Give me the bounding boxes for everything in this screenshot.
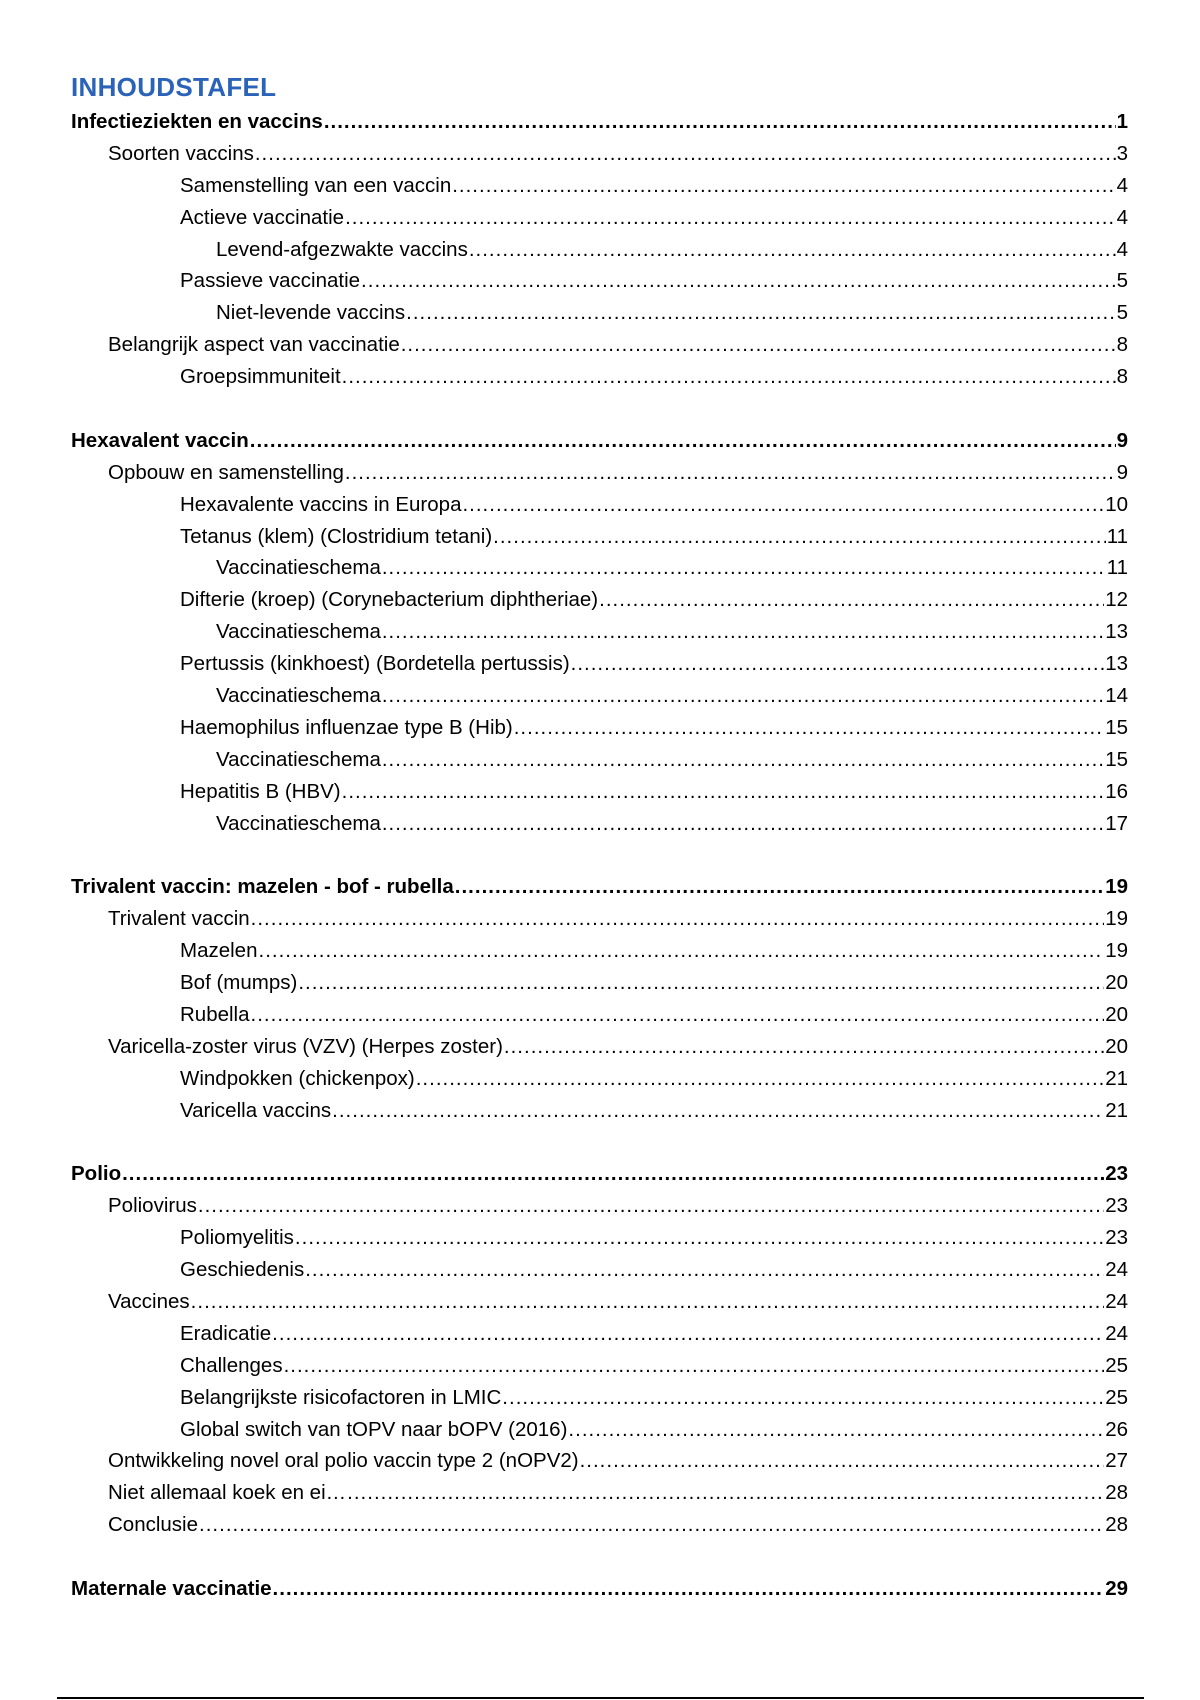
toc-entry-title: Maternale vaccinatie — [71, 1576, 272, 1600]
toc-chapter-entry[interactable] — [71, 425, 1128, 457]
toc-page-number: 24 — [1105, 1289, 1128, 1313]
dot-leader — [514, 712, 1104, 744]
dot-leader — [571, 648, 1105, 680]
dot-leader — [295, 1222, 1104, 1254]
toc-entry-title: Polio — [71, 1162, 122, 1186]
toc-entry-title: Hexavalente vaccins in Europa — [180, 492, 462, 516]
toc-entry-title: Levend-afgezwakte vaccins — [216, 237, 468, 261]
dot-leader — [324, 106, 1116, 138]
toc-chapter-entry[interactable] — [71, 106, 1128, 138]
toc-page-number: 11 — [1106, 524, 1128, 548]
dot-leader — [250, 425, 1116, 457]
toc-page-number: 26 — [1105, 1417, 1128, 1441]
toc-entry[interactable] — [71, 903, 1128, 935]
toc-entry-title: Eradicatie — [180, 1321, 272, 1345]
toc-entry-title: Varicella vaccins — [180, 1098, 332, 1122]
toc-page-number: 16 — [1105, 779, 1128, 803]
table-of-contents — [71, 106, 1128, 1605]
toc-entry-title: Mazelen — [180, 939, 258, 963]
toc-page-number: 13 — [1105, 620, 1128, 644]
toc-entry[interactable] — [71, 1031, 1128, 1063]
toc-entry[interactable] — [71, 1318, 1128, 1350]
toc-entry-title: Trivalent vaccin: mazelen - bof - rubella — [71, 875, 454, 899]
toc-page-number: 23 — [1105, 1194, 1128, 1218]
toc-entry[interactable] — [71, 712, 1128, 744]
toc-page-number: 8 — [1116, 333, 1128, 357]
toc-entry-title: Infectieziekten en vaccins — [71, 110, 323, 133]
toc-entry-title: Ontwikkeling novel oral polio vaccin type 2 (nOPV2) — [108, 1449, 579, 1473]
toc-entry-title: Conclusie — [108, 1513, 199, 1537]
dot-leader — [347, 1477, 1104, 1509]
dot-leader — [580, 1445, 1105, 1477]
toc-page-number: 4 — [1116, 205, 1128, 229]
toc-entry-title: Hexavalent vaccin — [71, 428, 249, 452]
toc-page-number: 13 — [1105, 652, 1128, 676]
toc-entry[interactable] — [71, 521, 1128, 553]
dot-leader — [502, 1382, 1104, 1414]
dot-leader — [401, 329, 1116, 361]
toc-page-number: 19 — [1105, 939, 1128, 963]
toc-entry[interactable] — [71, 1350, 1128, 1382]
toc-page-number: 28 — [1105, 1513, 1128, 1537]
toc-section-gap — [71, 1541, 1128, 1573]
toc-entry-title: Vaccinatieschema — [216, 620, 381, 644]
dot-leader — [382, 744, 1104, 776]
toc-entry[interactable] — [71, 1382, 1128, 1414]
toc-page-number: 25 — [1105, 1353, 1128, 1377]
toc-page-number: 19 — [1105, 875, 1128, 899]
dot-leader — [452, 170, 1115, 202]
dot-leader — [382, 616, 1104, 648]
dot-leader — [504, 1031, 1104, 1063]
toc-entry-title: Geschiedenis — [180, 1258, 305, 1282]
dot-leader — [198, 1190, 1104, 1222]
toc-entry[interactable] — [71, 1063, 1128, 1095]
toc-page-number: 9 — [1116, 428, 1128, 452]
toc-entry-title: Opbouw en samenstelling — [108, 460, 344, 484]
dot-leader — [191, 1286, 1105, 1318]
toc-page-number: 4 — [1116, 237, 1128, 261]
toc-entry-title: Pertussis (kinkhoest) (Bordetella pertussis) — [180, 652, 570, 676]
dot-leader — [382, 552, 1106, 584]
toc-entry-title: Rubella — [180, 1002, 250, 1026]
toc-page-number: 9 — [1116, 460, 1128, 484]
toc-page-number: 24 — [1105, 1258, 1128, 1282]
toc-entry[interactable] — [71, 457, 1128, 489]
toc-entry[interactable] — [71, 1095, 1128, 1127]
dot-leader — [342, 776, 1105, 808]
toc-page-number: 28 — [1105, 1481, 1128, 1505]
dot-leader — [251, 903, 1105, 935]
toc-page-number: 10 — [1105, 492, 1128, 516]
toc-entry-title: Passieve vaccinatie — [180, 269, 361, 293]
toc-entry[interactable] — [71, 1445, 1128, 1477]
toc-entry-title: Vaccinatieschema — [216, 684, 381, 708]
toc-page-number: 27 — [1105, 1449, 1128, 1473]
dot-leader — [599, 584, 1104, 616]
dot-leader — [332, 1095, 1104, 1127]
toc-page-number: 19 — [1105, 907, 1128, 931]
toc-page-number: 20 — [1105, 1002, 1128, 1026]
toc-entry[interactable] — [71, 361, 1128, 393]
toc-entry-title: Niet allemaal koek en ei… — [108, 1481, 347, 1505]
toc-entry[interactable] — [71, 265, 1128, 297]
dot-leader — [305, 1254, 1104, 1286]
toc-entry-title: Vaccinatieschema — [216, 556, 381, 580]
toc-page-number: 4 — [1116, 173, 1128, 197]
toc-entry[interactable] — [71, 999, 1128, 1031]
dot-leader — [259, 935, 1105, 967]
toc-entry-title: Vaccines — [108, 1289, 190, 1313]
dot-leader — [493, 521, 1106, 553]
dot-leader — [272, 1318, 1104, 1350]
dot-leader — [199, 1509, 1104, 1541]
dot-leader — [416, 1063, 1104, 1095]
toc-chapter-entry[interactable] — [71, 1573, 1128, 1605]
toc-page-number: 23 — [1105, 1162, 1128, 1186]
toc-entry-title: Trivalent vaccin — [108, 907, 250, 931]
toc-page-number: 20 — [1105, 971, 1128, 995]
toc-section-gap — [71, 839, 1128, 871]
toc-entry-title: Vaccinatieschema — [216, 811, 381, 835]
toc-page-number: 23 — [1105, 1226, 1128, 1250]
toc-entry-title: Challenges — [180, 1353, 283, 1377]
dot-leader — [122, 1158, 1104, 1190]
toc-entry-title: Global switch van tOPV naar bOPV (2016) — [180, 1417, 568, 1441]
toc-entry-title: Belangrijkste risicofactoren in LMIC — [180, 1385, 502, 1409]
toc-entry-title: Varicella-zoster virus (VZV) (Herpes zoster) — [108, 1034, 503, 1058]
toc-heading: INHOUDSTAFEL — [71, 72, 277, 102]
toc-entry[interactable] — [71, 297, 1128, 329]
toc-entry-title: Windpokken (chickenpox) — [180, 1066, 415, 1090]
toc-entry[interactable] — [71, 744, 1128, 776]
toc-entry-title: Belangrijk aspect van vaccinatie — [108, 333, 400, 357]
toc-entry[interactable] — [71, 170, 1128, 202]
toc-page-number: 24 — [1105, 1321, 1128, 1345]
toc-section-gap — [71, 1127, 1128, 1159]
toc-entry[interactable] — [71, 1254, 1128, 1286]
dot-leader — [273, 1573, 1105, 1605]
toc-page-number: 25 — [1105, 1385, 1128, 1409]
toc-page-number: 15 — [1105, 715, 1128, 739]
dot-leader — [462, 489, 1104, 521]
toc-entry[interactable] — [71, 202, 1128, 234]
toc-page-number: 21 — [1105, 1066, 1128, 1090]
dot-leader — [382, 808, 1104, 840]
toc-entry-title: Hepatitis B (HBV) — [180, 779, 341, 803]
toc-entry-title: Haemophilus influenzae type B (Hib) — [180, 715, 513, 739]
toc-entry[interactable] — [71, 1222, 1128, 1254]
toc-entry[interactable] — [71, 616, 1128, 648]
toc-entry[interactable] — [71, 808, 1128, 840]
toc-entry-title: Groepsimmuniteit — [180, 365, 341, 389]
toc-entry[interactable] — [71, 234, 1128, 266]
toc-entry-title: Niet-levende vaccins — [216, 301, 406, 325]
dot-leader — [345, 457, 1116, 489]
toc-entry[interactable] — [71, 329, 1128, 361]
toc-entry-title: Vaccinatieschema — [216, 747, 381, 771]
toc-entry-title: Poliovirus — [108, 1194, 197, 1218]
dot-leader — [406, 297, 1115, 329]
toc-entry[interactable] — [71, 138, 1128, 170]
toc-entry[interactable] — [71, 1286, 1128, 1318]
toc-entry[interactable] — [71, 935, 1128, 967]
dot-leader — [382, 680, 1104, 712]
dot-leader — [251, 999, 1105, 1031]
toc-page-number: 20 — [1105, 1034, 1128, 1058]
toc-entry[interactable] — [71, 967, 1128, 999]
dot-leader — [298, 967, 1104, 999]
footer-divider — [57, 1697, 1144, 1699]
toc-page-number: 15 — [1105, 747, 1128, 771]
toc-page-number: 5 — [1116, 301, 1128, 325]
dot-leader — [284, 1350, 1105, 1382]
toc-entry-title: Actieve vaccinatie — [180, 205, 345, 229]
toc-page-number: 11 — [1106, 556, 1128, 580]
toc-entry-title: Soorten vaccins — [108, 141, 254, 165]
toc-page-number: 29 — [1105, 1576, 1128, 1600]
toc-entry[interactable] — [71, 489, 1128, 521]
toc-entry[interactable] — [71, 1477, 1128, 1509]
toc-entry[interactable] — [71, 1509, 1128, 1541]
dot-leader — [469, 234, 1116, 266]
toc-page-number: 17 — [1105, 811, 1128, 835]
toc-entry[interactable] — [71, 776, 1128, 808]
toc-entry[interactable] — [71, 1190, 1128, 1222]
toc-page-number: 21 — [1105, 1098, 1128, 1122]
dot-leader — [455, 871, 1104, 903]
toc-entry-title: Tetanus (klem) (Clostridium tetani) — [180, 524, 493, 548]
toc-entry-title: Bof (mumps) — [180, 971, 298, 995]
toc-entry[interactable] — [71, 1414, 1128, 1446]
toc-page-number: 1 — [1116, 110, 1128, 133]
toc-entry-title: Poliomyelitis — [180, 1226, 294, 1250]
toc-entry[interactable] — [71, 648, 1128, 680]
toc-page-number: 3 — [1116, 141, 1128, 165]
toc-page-number: 12 — [1105, 588, 1128, 612]
toc-entry-title: Difterie (kroep) (Corynebacterium diphtheriae) — [180, 588, 599, 612]
toc-chapter-entry[interactable] — [71, 1158, 1128, 1190]
dot-leader — [342, 361, 1116, 393]
dot-leader — [361, 265, 1116, 297]
toc-entry[interactable] — [71, 584, 1128, 616]
toc-page-number: 14 — [1105, 684, 1128, 708]
toc-section-gap — [71, 393, 1128, 425]
toc-chapter-entry[interactable] — [71, 871, 1128, 903]
toc-entry-title: Samenstelling van een vaccin — [180, 173, 452, 197]
dot-leader — [255, 138, 1116, 170]
toc-page-number: 5 — [1116, 269, 1128, 293]
dot-leader — [345, 202, 1116, 234]
toc-page-number: 8 — [1116, 365, 1128, 389]
toc-entry[interactable] — [71, 552, 1128, 584]
toc-entry[interactable] — [71, 680, 1128, 712]
dot-leader — [568, 1414, 1104, 1446]
